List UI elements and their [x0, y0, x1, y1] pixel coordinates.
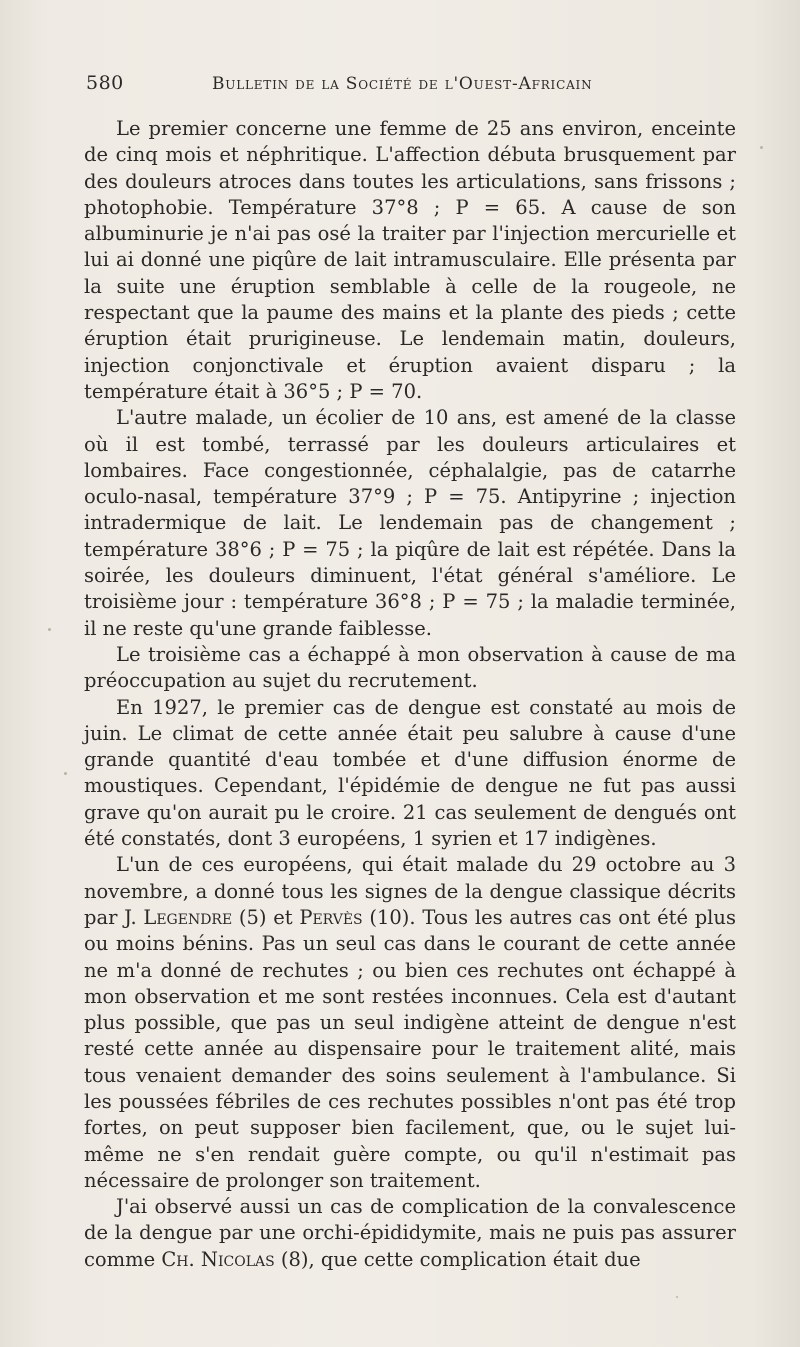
paper-speck: [676, 1296, 678, 1298]
paper-speck: [64, 772, 67, 775]
running-title: Bulletin de la Société de l'Ouest-Africain: [212, 74, 593, 94]
paragraph-european-cases: [84, 852, 736, 1194]
paper-speck: [760, 146, 763, 149]
author-name-legendre: Legendre: [143, 905, 233, 929]
paragraph-text: (5) et: [232, 905, 300, 929]
body-text: [84, 116, 736, 1273]
paragraph-third-case: Le troisième cas a échappé à mon observation à cause de ma préoccupation au sujet du recrutement.: [84, 642, 736, 693]
author-name-nicolas: Ch. Nicolas: [161, 1247, 275, 1271]
paragraph-1927-epidemic: En 1927, le premier cas de dengue est constaté au mois de juin. Le climat de cette année était peu salubre à cause d'une grande quantité d'eau tombée et d'une diffusion énorme de moustiques. Cependant, l'épidémie de dengue ne fut pas aussi grave qu'on aurait pu le croire. 21 cas seulement de dengués ont été constatés, dont 3 européens, 1 syrien et 17 indigènes.: [84, 695, 736, 851]
paragraph-text: J'ai observé aussi un cas de complication de la convalescence de la dengue par une orchi-épididymite, mais ne puis pas assurer comme: [84, 1195, 736, 1271]
paragraph-text: (10). Tous les autres cas ont été plus ou moins bénins. Pas un seul cas dans le courant de cette année ne m'a donné de rechutes ; ou bien ces rechutes ont échappé à mon observation et me sont restées inconnues. Cela est d'autant plus possible, que pas un seul indigène atteint de dengue n'est resté cette année au dispensaire pour le traitement alité, mais tous venaient demander des soins seulement à l'ambulance. Si les poussées fébriles de ces rechutes possibles n'ont pas été trop fortes, on peut supposer bien facilement, que, ou le sujet lui-même ne s'en rendait guère compte, ou qu'il n'estimait pas nécessaire de prolonger son traitement.: [84, 905, 736, 1192]
paragraph-complication: [84, 1194, 736, 1273]
paragraph-second-case: L'autre malade, un écolier de 10 ans, est amené de la classe où il est tombé, terrassé par les douleurs articulaires et lombaires. Face congestionnée, céphalalgie, pas de catarrhe oculo-nasal, température 37°9 ; P = 75. Antipyrine ; injection intradermique de lait. Le lendemain pas de changement ; température 38°6 ; P = 75 ; la piqûre de lait est répétée. Dans la soirée, les douleurs diminuent, l'état général s'améliore. Le troisième jour : température 36°8 ; P = 75 ; la maladie terminée, il ne reste qu'une grande faiblesse.: [84, 406, 736, 640]
page-number: 580: [86, 72, 124, 94]
paragraph-text: L'un de ces européens, qui était malade du 29 octobre au 3 novembre, a donné tous les signes de la dengue classique décrits par J.: [84, 853, 736, 929]
paragraph-text: (8), que cette complication était due: [274, 1247, 641, 1271]
paper-speck: [48, 628, 51, 631]
page-header: [86, 72, 736, 102]
paragraph-first-case: Le premier concerne une femme de 25 ans environ, enceinte de cinq mois et néphritique. L'affection débuta brusquement par des douleurs atroces dans toutes les articulations, sans frissons ; photophobie. Température 37°8 ; P = 65. A cause de son albuminurie je n'ai pas osé la traiter par l'injection mercurielle et lui ai donné une piqûre de lait intramusculaire. Elle présenta par la suite une éruption semblable à celle de la rougeole, ne respectant que la paume des mains et la plante des pieds ; cette éruption était prurigineuse. Le lendemain matin, douleurs, injection conjonctivale et éruption avaient disparu ; la température était à 36°5 ; P = 70.: [84, 117, 736, 403]
author-name-perves: Pervès: [299, 905, 363, 929]
